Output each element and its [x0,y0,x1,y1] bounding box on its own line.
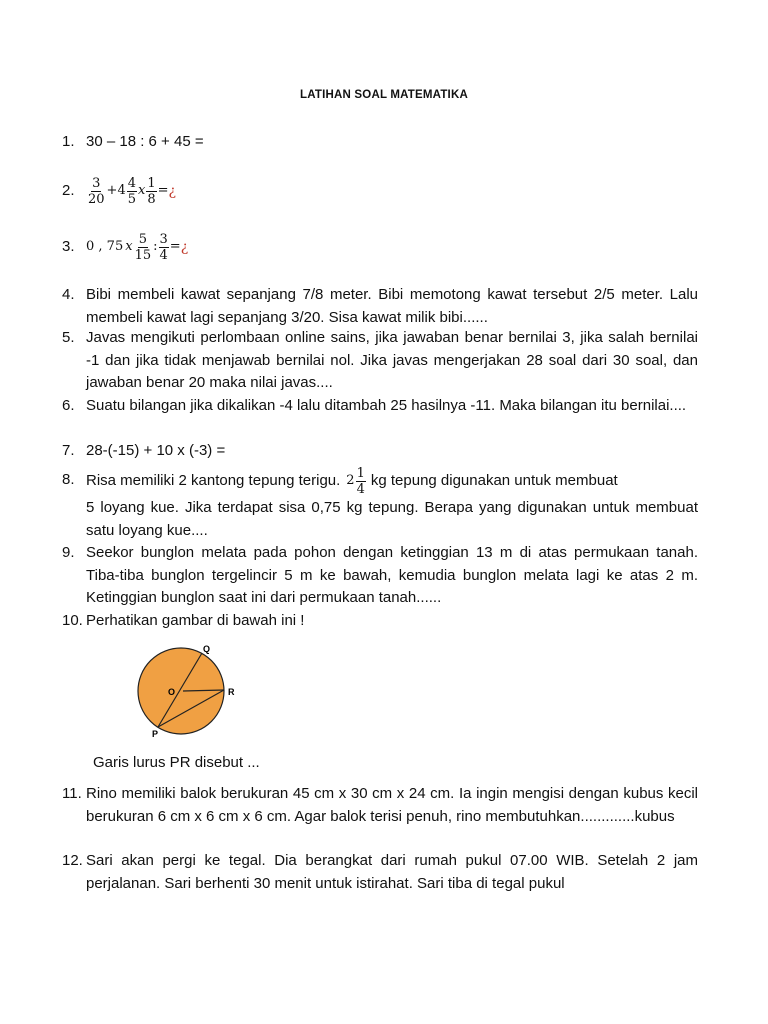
circle-diagram [130,640,250,740]
fraction: $\frac{3}{20}$ [88,176,105,207]
question-number: 1. [62,133,75,150]
question-mark-symbol: ¿ [168,183,177,200]
question-number: 2. [62,182,75,199]
circle-figure [130,640,250,740]
question-text: Suatu bilangan jika dikalikan -4 lalu ditambah 25 hasilnya -11. Maka bilangan itu bernilai.... [86,397,687,414]
question-number: 6. [62,397,75,414]
fraction: $\frac{1}{8}$ [147,176,156,207]
fraction: $\frac{4}{5}$ [127,176,137,207]
question-text: Bibi membeli kawat sepanjang 7/8 meter. Bibi memotong kawat tersebut 2/5 meter. Lalu membeli kawat lagi sepanjang 3/20. Sisa kawat milik bibi...... [86,286,698,326]
fraction: $\frac{5}{15}$ [134,232,152,263]
circle-shape [138,648,224,734]
fraction: $\frac{1}{4}$ [356,465,365,497]
page-title: LATIHAN SOAL MATEMATIKA [300,89,468,101]
label-r: R [228,687,235,697]
label-q: Q [203,644,211,654]
question-text: Sari akan pergi ke tegal. Dia berangkat dari rumah pukul 07.00 WIB. Setelah 2 jam perjalanan. Sari berhenti 30 menit untuk istirahat. Sari tiba di tegal pukul [86,852,698,892]
question-number: 10. [62,612,83,629]
question-number: 3. [62,238,75,255]
question-expression: $\frac{3}{20}$ + 4 $\frac{4}{5}$ x $\frac{1}{8}$ = ¿ [88,176,177,207]
question-text: Seekor bunglon melata pada pohon dengan ketinggian 13 m di atas permukaan tanah. Tiba-tiba bunglon tergelincir 5 m ke bawah, kemudia bunglon melata lagi ke atas 2 m. Ketinggian bunglon saat ini dari permukaan tanah...... [86,544,698,606]
label-p: P [152,729,159,739]
question-text: 5 loyang kue. Jika terdapat sisa 0,75 kg tepung. Berapa yang digunakan untuk membuat satu loyang kue.... [86,499,698,539]
question-text: Javas mengikuti perlombaan online sains, jika jawaban benar bernilai 3, jika salah bernilai -1 dan jika tidak menjawab bernilai nol. Jika javas mengerjakan 28 soal dari 30 soal, dan jawaban benar 20 maka nilai javas.... [86,329,698,391]
question-text: 30 – 18 : 6 + 45 = [86,133,204,150]
question-expression: 0 , 75 x $\frac{5}{15}$ : $\frac{3}{4}$ = ¿ [86,232,189,263]
question-number: 8. [62,471,75,488]
label-o: O [168,687,176,697]
question-number: 7. [62,442,75,459]
question-number: 12. [62,852,83,869]
fraction: $\frac{3}{4}$ [159,232,168,263]
figure-caption: Garis lurus PR disebut ... [93,754,260,771]
question-number: 9. [62,544,75,561]
question-mark-symbol: ¿ [180,239,189,256]
question-number: 4. [62,286,75,303]
question-text: Perhatikan gambar di bawah ini ! [86,612,305,629]
question-number: 11. [62,785,82,802]
question-text: Rino memiliki balok berukuran 45 cm x 30 cm x 24 cm. Ia ingin mengisi dengan kubus kecil berukuran 6 cm x 6 cm x 6 cm. Agar balok terisi penuh, rino membutuhkan.............kubus [86,785,698,825]
question-number: 5. [62,329,75,346]
question-text: 28-(-15) + 10 x (-3) = [86,442,226,459]
question-line: Risa memiliki 2 kantong tepung terigu. 2 $\frac{1}{4}$ kg tepung digunakan untuk membuat [86,465,618,497]
